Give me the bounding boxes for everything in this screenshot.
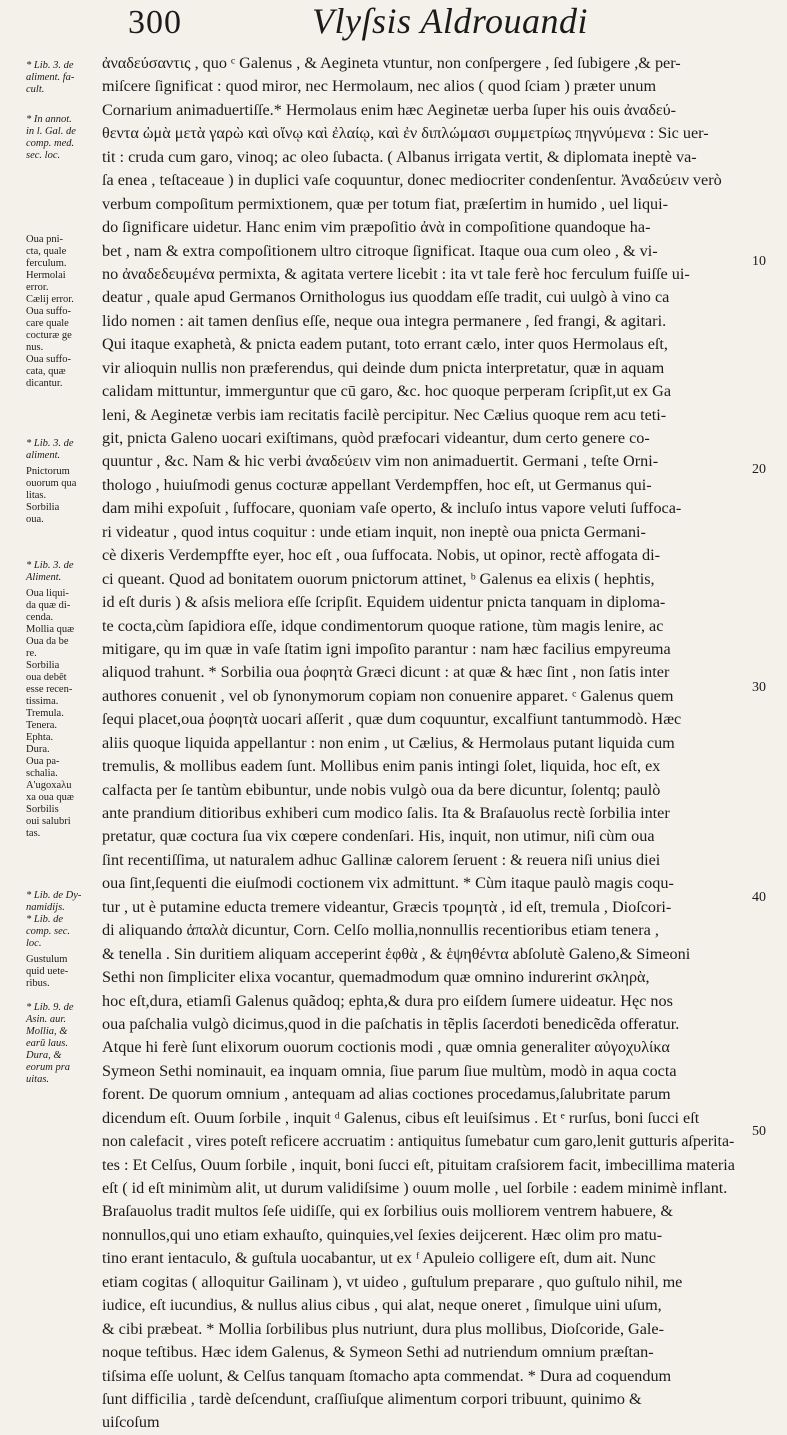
text-line: ſa enea , teſtaceaue ) in duplici vaſe coquuntur, donec mediocriter condenſentur. Ἀναδεύειν verò — [102, 171, 722, 190]
text-line: hoc eſt,dura, etiamſi Galenus quãdoq; ephta,& dura pro eiſdem ſumere uideatur. Hęc nos — [102, 991, 673, 1010]
text-line: ſequi placet,oua ῥοφητὰ uocari aſſerit , quæ dum coquuntur, excalfiunt tantummodò. Hæc — [102, 710, 682, 729]
text-line: quuntur , &c. Nam & hic verbi ἀναδεύειν vim non animaduertit. Germani , teſte Orni- — [102, 452, 659, 471]
text-line: vir alioquin nullis non præferendus, qui deinde dum pnicta interpretatur, quæ in aquam — [102, 358, 665, 377]
text-line: te cocta,cùm ſapidiora eſſe, idque condimentorum quoque ratione, tùm magis lenire, ac — [102, 616, 664, 635]
text-line: dicendum eſt. Ouum ſorbile , inquit ᵈ Galenus, cibus eſt leuiſsimus . Et ᵉ rurſus, boni ſucci eſt — [102, 1108, 700, 1127]
text-line: tino erant ientaculo, & guſtula uocabantur, ut ex ᶠ Apuleio colligere eſt, dum ait. Nunc — [102, 1249, 656, 1268]
text-line: calidam mittuntur, immerguntur que cū garo, &c. hoc quoque perperam ſcripſit,ut ex Ga — [102, 382, 672, 401]
text-line: tur , ut è putamine educta tremere videantur, Græcis τρομητὰ , id eſt, tremula , Dioſcori- — [102, 897, 672, 916]
text-line: & tenella . Sin duritiem aliquam acceperint ἑφθὰ , & ἑψηθέντα abſolutè Galeno,& Simeoni — [102, 944, 691, 963]
margin-note: Pnictorum ouorum qua litas. Sorbilia oua. — [26, 466, 77, 525]
margin-note: * Lib. 3. de aliment. fa- cult. — [26, 60, 75, 95]
text-line: pretatur, quæ coctura ſua vix cœpere condenſari. His, inquit, non utimur, niſi cùm oua — [102, 827, 655, 846]
margin-note: * Lib. 9. de Asin. aur. Mollia, & earū laus. Dura, & eorum pra uitas. — [26, 1002, 74, 1085]
text-line: tit : cruda cum garo, vinoq; ac oleo ſubacta. ( Albanus irrigata vertit, & diplomata ineptè va- — [102, 147, 697, 166]
text-line: nonnullos,qui uno etiam exhauſto, quinquies,vel ſexies deijcerent. Hæc olim pro matu- — [102, 1225, 663, 1244]
text-line: id eſt duris ) & aſsis meliora eſſe ſcripſit. Equidem uidentur pnicta tanquam in diploma- — [102, 593, 666, 612]
text-line: non calefacit , vires poteſt reficere accruatim : antiquitus ſumebatur cum garo,lenit gutturis aſperita- — [102, 1133, 735, 1151]
text-line: git, pnicta Galeno uocari exiſtimans, quòd præfocari videantur, dum certo genere co- — [102, 429, 650, 447]
text-line: tremulis, & mollibus eadem ſunt. Mollibus enim panis intingi ſolet, liquida, hoc eſt, ex — [102, 757, 661, 776]
text-line: ri videatur , quod intus coquitur : unde etiam inquit, non ineptè oua pnicta Germani- — [102, 522, 646, 541]
margin-note: * In annot. in l. Gal. de comp. med. sec. loc. — [26, 114, 76, 161]
line-number: 40 — [752, 890, 766, 905]
line-numbers — [752, 0, 787, 1230]
text-line: ci queant. Quod ad bonitatem ouorum pnictorum attinet, ᵇ Galenus ea elixis ( hephtis, — [102, 569, 655, 588]
body-text — [102, 52, 742, 1435]
text-line: oua ſint,ſequenti die eiuſmodi coctionem vix admittunt. * Cùm itaque paulò magis coqu- — [102, 874, 674, 893]
text-line: Qui itaque exaphetà, & pnicta eadem putant, toto errant cælo, inter quos Hermolaus eſt, — [102, 335, 668, 354]
margin-note: Gustulum quid uete- ribus. — [26, 954, 69, 989]
margin-note: Oua liqui- da quæ di- cenda. Mollia quæ Oua da be re. Sorbilia oua debēt esse recen- tissima. Tremula. Tenera. Ephta. Dura. Oua pa- schalia. A'ugoxaλu xa oua quæ Sorbilis oui salubri tas. — [26, 588, 75, 839]
text-line: thologo , huiuſmodi genus cocturæ appellant Verdempffen, hoc eſt, ut Germanus qui- — [102, 475, 652, 494]
text-line: do ſignificare uidetur. Hanc enim vim præpoſitio ἀνὰ in compoſitione quandoque ha- — [102, 218, 651, 237]
text-line: oua paſchalia vulgò dicimus,quod in die paſchatis in tẽplis ſacerdoti benedicẽda offeratur. — [102, 1014, 680, 1033]
text-line: cè dixeris Verdempffte eyer, hoc eſt , oua ſuffocata. Nobis, ut opinor, rectè affogata di- — [102, 546, 661, 565]
text-line: ſunt difficilia , tardè deſcendunt, craſſiuſque alimentum corpori tribuunt, quinimo & — [102, 1389, 642, 1408]
text-line: & cibi præbeat. * Mollia ſorbilibus plus nutriunt, dura plus mollibus, Dioſcoride, Gale- — [102, 1319, 664, 1338]
line-number: 20 — [752, 462, 766, 477]
text-line: Braſauolus tradit multos ſeſe uidiſſe, qui ex ſorbilius ouis molliorem ventrem habuere, & — [102, 1202, 673, 1221]
margin-note: * Lib. 3. de Aliment. — [26, 560, 74, 583]
text-line: Sethi non ſimpliciter elixa vocantur, quemadmodum quæ omnino indurerint σκληρὰ, — [102, 968, 650, 987]
text-line: noque teſtibus. Hæc idem Galenus, & Symeon Sethi ad nutriendum omnium præſtan- — [102, 1343, 654, 1362]
margin-note: * Lib. de Dy- namidijs. * Lib. de comp. sec. loc. — [26, 890, 82, 949]
margin-note: * Lib. 3. de aliment. — [26, 438, 74, 461]
text-line: authores conuenit , vel ob ſynonymorum copiam non conuenire apparet. ᶜ Galenus quem — [102, 686, 674, 705]
text-line: miſcere ſignificat : quod miror, nec Hermolaum, nec alios ( quod ſciam ) præter unum — [102, 77, 657, 96]
text-line: bet , nam & extra compoſitionem ultro citroque ſignificat. Itaque oua cum oleo , & vi- — [102, 241, 658, 260]
text-line: di aliquando ἁπαλὰ dicuntur, Corn. Celſo mollia,nonnullis recentioribus etiam tenera , — [102, 921, 659, 940]
margin-notes — [26, 56, 98, 1228]
text-line: lido nomen : ait tamen denſius eſſe, neque oua integra permanere , ſed frangi, & agitari. — [102, 311, 667, 330]
text-line: tes : Et Celſus, Ouum ſorbile , inquit, boni ſucci eſt, pituitam craſsiorem facit, imbecillima materia — [102, 1155, 735, 1174]
text-line: aliquod trahunt. * Sorbilia oua ῥοφητὰ Græci dicunt : at quæ & hæc ſint , non ſatis inter — [102, 663, 670, 682]
text-line: θεντα ὠμὰ μετὰ γαρὼ καὶ οἴνῳ καὶ ἐλαίῳ, καὶ ἐν διπλώμασι συμμετρίως πηγνύμενα : Sic uer- — [102, 124, 709, 143]
text-line: forent. De quorum omnium , antequam ad alias coctiones procedamus,ſalubritate parum — [102, 1085, 671, 1104]
page-number: 300 — [128, 4, 182, 41]
line-number: 50 — [752, 1124, 766, 1139]
text-line: dam mihi expoſuit , ſuffocare, quoniam vaſe operto, & incluſo intus vapore veluti ſuffoca- — [102, 499, 682, 518]
running-title: Vlyſsis Aldrouandi — [312, 1, 589, 41]
text-line: ante prandium ditioribus exhiberi cum modico ſalis. Ita & Braſauolus rectè ſorbilia inter — [102, 804, 670, 822]
text-line: Cornarium animaduertiſſe.* Hermolaus enim hæc Aeginetæ uerba ſuper his ouis ἀναδεύ- — [102, 100, 677, 119]
line-number: 10 — [752, 254, 766, 269]
text-line: uiſcoſum — [102, 1413, 160, 1432]
text-line: no ἀναδεδευμένα permixta, & agitata vertere licebit : ita vt tale ferè hoc ferculum fuiſſe ui- — [102, 264, 690, 283]
text-line: deatur , quale apud Germanos Ornithologus ius quoddam eſſe tradit, cui uulgò à vino ca — [102, 288, 670, 307]
text-line: Atque hi ferè ſunt elixorum ouorum coctionis modi , quæ omnia generaliter αὐγοχυλίκα — [102, 1038, 670, 1057]
text-line: Symeon Sethi nominauit, ea inquam omnia, ſiue parum ſiue multùm, modò in aqua cocta — [102, 1061, 677, 1080]
text-line: eſt ( id eſt minimùm alit, ut durum validiſsime ) ouum molle , uel ſorbile : eadem minimè inflant. — [102, 1179, 728, 1197]
text-line: mitigare, qu im quæ in vaſe ſtatim igni impoſito parantur : nam hæc facilius empyreuma — [102, 639, 671, 658]
text-line: ſint recentiſſima, ut naturalem adhuc Gallinæ calorem ſeruent : & reuera niſi unius diei — [102, 850, 661, 869]
text-line: iudice, eſt iucundius, & nullus alius cibus , qui alat, neque oneret , ſimulque uini uſum, — [102, 1296, 662, 1315]
text-line: leni, & Aeginetæ verbis iam recitatis facilè percipitur. Nec Cælius quoque rem acu teti- — [102, 405, 667, 424]
text-line: tiſsima eſſe uolunt, & Celſus tanquam ſtomacho apta commendat. * Dura ad coquendum — [102, 1366, 672, 1385]
text-line: ἀναδεύσαντις , quo ᶜ Galenus , & Aegineta vtuntur, non conſpergere , ſed ſubigere ,& per- — [102, 54, 681, 72]
page-header — [0, 0, 787, 46]
text-line: verbum compoſitum permixtionem, quæ per totum fiat, præſertim in humido , uel liqui- — [102, 194, 669, 213]
text-line: calfacta per ſe tantùm ebibuntur, unde nobis vulgò oua da bere dicuntur, ſolentq; paulò — [102, 780, 661, 799]
line-number: 30 — [752, 680, 766, 695]
text-line: etiam cogitas ( alloquitur Gailinam ), vt uideo , guſtulum preparare , quo guſtulo nihil, me — [102, 1272, 683, 1291]
text-line: aliis quoque liquida appellantur : non enim , ut Cælius, & Hermolaus putant liquida cum — [102, 733, 675, 752]
margin-note: Oua pni- cta, quale ferculum. Hermolai error. Cælij error. Oua suffo- care quale cocturæ ge nus. Oua suffo- cata, quæ dicantur. — [26, 234, 74, 389]
